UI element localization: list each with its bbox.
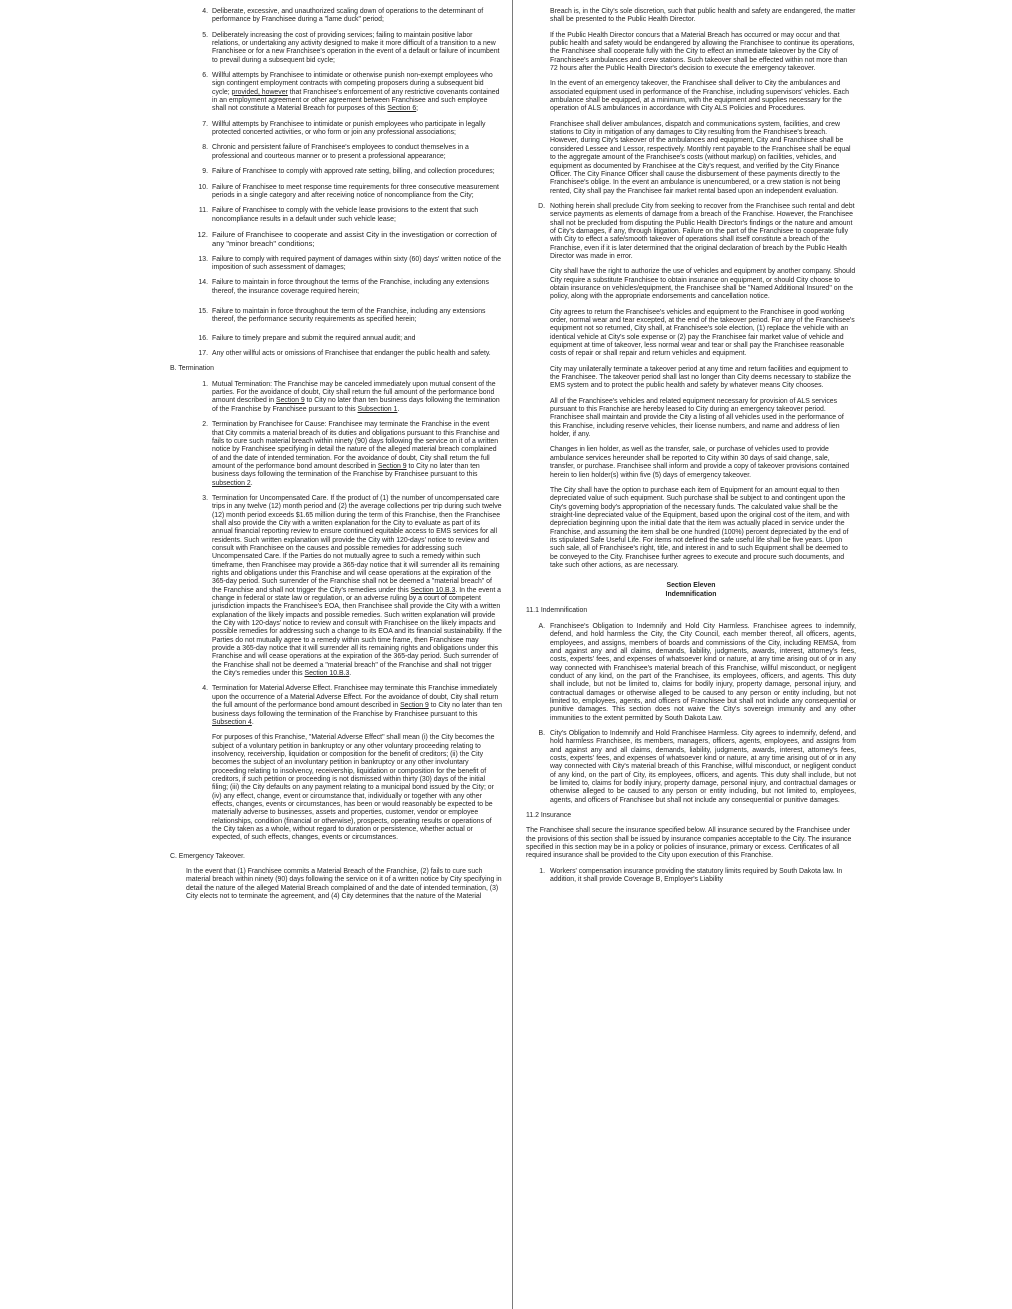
list-item: 4. Termination for Material Adverse Effect. Franchisee may terminate this Franchise immediately upon the occurrence of a Material Adverse Effect. For the avoidance of doubt, City shall return the full amount of the performance bond amount described in Section 9 to City no later than ten business days following the termination of the Franchise by Franchisee pursuant to this Subsection 4. xyxy=(202,685,502,726)
list-item: 6. Willful attempts by Franchisee to intimidate or otherwise punish non-exempt employees who sign contingent employment contracts with competing proposers during a subsequent bid cycle; provided, however that Franchisee's enforcement of any restrictive covenants contained in an employment agreement or other agreement between Franchisee and such employee shall not constitute a Material Breach for purposes of this Section 6; xyxy=(202,72,500,113)
cross-reference-link: Section 10.B.3 xyxy=(304,670,350,678)
right-column xyxy=(526,8,856,891)
paragraph: In the event of an emergency takeover, the Franchisee shall deliver to City the ambulances and associated equipment used in performance of the Franchise, including supervisors' vehicles. Each ambulance shall be equipped, at a minimum, with the equipment and supplies necessary for the operation of ALS ambulances in accordance with City ALS Policies and Procedures. xyxy=(550,80,849,113)
paragraph: All of the Franchisee's vehicles and related equipment necessary for provision of ALS services pursuant to this Franchise are hereby leased to City during an emergency takeover period. Franchisee shall maintain and provide the City a listing of all vehicles used in the performance of this Franchise, including reserve vehicles, their license numbers, and name and address of lien holder, if any. xyxy=(550,397,844,439)
section-title xyxy=(526,582,856,599)
list-item: 1. Workers' compensation insurance providing the statutory limits required by South Dakota law. In addition, it shall provide Coverage B, Employer's Liability xyxy=(539,867,843,884)
list-item: 8. Chronic and persistent failure of Franchisee's employees to conduct themselves in a professional and courteous manner or to present a professional appearance; xyxy=(202,144,469,160)
cross-reference-link: Section 6 xyxy=(387,105,417,113)
list-item: 5. Deliberately increasing the cost of providing services; failing to maintain positive labor relations, or undertaking any activity designed to make it more difficult of a transition to a new Franchisee or for a new Franchisee's operation in the event of a default or failure of incumbent to prevail during a subsequent bid cycle; xyxy=(202,31,500,64)
list-item: 2. Termination by Franchisee for Cause: Franchisee may terminate the Franchise in the event that City commits a material breach of its duties and obligations pursuant to this Franchise and fails to cure such material breach within ninety (90) days following the service on it of a written notice by Franchisee specifying in detail the nature of the alleged material breach complained of and the date of intended termination. For the avoidance of doubt, City shall return the full amount of the performance bond amount described in Section 9 to City no later than ten business days following the termination of the Franchise by Franchisee pursuant to this subsection 2. xyxy=(202,421,500,487)
column-divider xyxy=(512,0,513,1309)
list-item: 11. Failure of Franchisee to comply with the vehicle lease provisions to the extent that such noncompliance results in a default under such vehicle lease; xyxy=(198,207,479,223)
paragraph: City may unilaterally terminate a takeover period at any time and return facilities and equipment to the Franchisee. The takeover period shall last no longer than City deems necessary to stabilize the EMS system and to protect the public health and safety by whatever means City chooses. xyxy=(550,365,851,390)
section-heading: B. Termination xyxy=(170,365,214,373)
cross-reference-link: Subsection 4 xyxy=(212,718,252,726)
list-item: 3. Termination for Uncompensated Care. If the product of (1) the number of uncompensated care trips in any twelve (12) month period and (2) the average collections per trip during such twelve (12) month period exceeds $1.65 million during the term of this Franchise, then the Franchisee shall also provide the City with a written explanation for the City to evaluate as part of its annual financial reporting review to ensure continued equitable access to EMS services for all residents. Such written explanation will provide the City with 120-days' notice to review and consult with Franchisee on the causes and possible remedies for addressing such Uncompensated Care. If the Parties do not mutually agree to such a remedy within such timeframe, then Franchisee may provide a 365-day notice that it will surrender all its remaining rights and obligations under this Franchise and will cease operations at the expiration of the 365-day period. Such surrender of the Franchise shall not be deemed a "material breach" of the Franchise and shall not trigger the City's remedies under this Section 10.B.3. In the event a change in federal or state law or regulation, or an adverse ruling by a court of competent jurisdiction impacts the Franchisee's EOA, then Franchisee shall provide the City with a written explanation of the likely impacts and possible remedies. Such written explanation will provide the City with 120-days' notice to review and consult with Franchisee on the likely impacts and possible remedies for addressing such a change to its EOA and its financial sustainability. If the Parties do not mutually agree to a remedy within such time frame, then Franchisee may provide a 365-day notice that it will surrender all its remaining rights and obligations under this Franchise and will cease operations at the expiration of the 365-day period. Such surrender of the Franchise shall not be deemed a "material breach" of the Franchise and shall not trigger the City's remedies under this Section 10.B.3. xyxy=(202,494,502,678)
list-item: 12. Failure of Franchisee to cooperate and assist City in the investigation or correction of any "minor breach" conditions; xyxy=(197,229,497,248)
paragraph: Changes in lien holder, as well as the transfer, sale, or purchase of vehicles used to provide ambulance services hereunder shall be reported to City within 30 days of said change, sale, transfer, or purchase. Franchisee shall inform and provide a copy of takeover provisions contained herein to lien holder(s) within five (5) days of emergency takeover. xyxy=(550,446,850,479)
cross-reference-link: provided, however xyxy=(231,88,288,96)
subsection-heading: 11.2 Insurance xyxy=(526,812,572,820)
cross-reference-link: Subsection 1 xyxy=(357,405,398,413)
list-item: 14. Failure to maintain in force throughout the terms of the Franchise, including any extensions thereof, the insurance coverage required herein; xyxy=(198,279,489,295)
list-item: 13. Failure to comply with required payment of damages within sixty (60) days' written notice of the imposition of such assessment of damages; xyxy=(198,255,501,272)
list-item: A. Franchisee's Obligation to Indemnify and Hold City Harmless. Franchisee agrees to indemnify, defend, and hold harmless the City, the City Council, each member thereof, all officers, agents, employees, and assigns, members of boards and commissions of the City, including REMSA, from and against any and all claims, demands, liability, judgments, awards, interest, attorney's fees, costs, experts' fees, and expenses of whatsoever kind or nature, at any time arising out of or in any way connected with Franchisee's material breach of this Franchise, willful misconduct, or negligent conduct of any kind, on the part of the Franchisee, its employees, officers, and agents. This duty shall include, but not be limited to, claims for bodily injury, property damage, personal injury, and contractual damages or otherwise alleged to be caused to any person or entity including, but not limited to, employees, agents, and officers of Franchisee but shall not include any consequential or punitive damages. This section does not waive the City's sovereign immunity and any other immunities to the extent permitted by South Dakota Law. xyxy=(538,622,856,722)
section-name: Indemnification xyxy=(665,590,717,598)
list-item: B. City's Obligation to Indemnify and Hold Franchisee Harmless. City agrees to indemnify, defend, and hold harmless Franchisee, its members, managers, officers, agents, employees, and assigns from and against any and all claims, demands, liability, judgments, awards, interest, attorney's fees, costs, experts' fees, and expenses of whatsoever kind or nature, at any time arising out of or in any way connected with City's material breach of this Franchise, willful misconduct, or negligent conduct of any kind, on the part of City, its employees, officers, and agents. This duty shall include, but not be limited to, claims for bodily injury, property damage, personal injury, and contractual damages or otherwise alleged to be caused to any person or entity including, but not limited to, employees, agents, and officers of Franchisee but shall not include any consequential or punitive damages. xyxy=(538,729,856,804)
cross-reference-link: Section 9 xyxy=(377,462,407,470)
cross-reference-link: Section 10.B.3 xyxy=(410,586,456,594)
list-item: 16. Failure to timely prepare and submit the required annual audit; and xyxy=(198,334,416,342)
left-column xyxy=(170,8,502,908)
cross-reference-link: Section 9 xyxy=(400,702,429,710)
paragraph: Breach is, in the City's sole discretion, such that public health and safety are endangered, the matter shall be presented to the Public Health Director. xyxy=(550,8,856,24)
list-item: 7. Willful attempts by Franchisee to intimidate or punish employees who participate in legally protected concerted activities, or who form or join any professional associations; xyxy=(202,120,486,137)
paragraph: In the event that (1) Franchisee commits a Material Breach of the Franchise, (2) fails to cure such material breach within ninety (90) days following the service on it of a written notice by City specifying in detail the nature of the alleged Material Breach complained of and the date of intended termination, (3) City elects not to terminate the agreement, and (4) City determines that the nature of the Material xyxy=(186,868,502,901)
list-item: D. Nothing herein shall preclude City from seeking to recover from the Franchisee such rental and debt service payments as elements of damage from a breach of the Franchise. However, the Franchisee shall not be precluded from disputing the Public Health Director's findings or the nature and amount of City's damages, if any, through litigation. Failure on the part of the Franchisee to cooperate fully with City to effect a safe/smooth takeover of operations shall itself constitute a breach of the Franchise, even if it is later determined that the original declaration of breach by the Public Health Director was made in error. xyxy=(538,202,855,260)
subsection-heading: 11.1 Indemnification xyxy=(526,607,588,615)
list-item: 17. Any other willful acts or omissions of Franchisee that endanger the public health and safety. xyxy=(198,350,491,358)
list-item: 15. Failure to maintain in force throughout the term of the Franchise, including any extensions thereof, the performance security requirements as specified herein; xyxy=(198,308,486,324)
section-number: Section Eleven xyxy=(666,582,716,590)
cross-reference-link: subsection 2 xyxy=(212,479,251,487)
paragraph: If the Public Health Director concurs that a Material Breach has occurred or may occur and that public health and safety would be endangered by allowing the Franchisee to continue its operations, the Franchisee shall cooperate fully with the City to effect an immediate takeover by the City of Franchisee's ambulances and crew stations. Such takeover shall be effected within not more than 72 hours after the Public Health Director's decision to execute the emergency takeover. xyxy=(550,31,855,73)
list-item: 4. Deliberate, excessive, and unauthorized scaling down of operations to the determinant of performance by Franchisee during a "lame duck" period; xyxy=(202,8,484,24)
paragraph: Franchisee shall deliver ambulances, dispatch and communications system, facilities, and crew stations to City in mitigation of any damages to City resulting from the Franchisee's breach. However, during City's takeover of the ambulances and equipment, City and Franchisee shall be considered Lessee and Lessor, respectively. Monthly rent payable to the Franchisee shall be equal to the aggregate amount of the Franchisee's costs (without markup) on facilities, vehicles, and equipment as documented by Franchisee at the City's request, and verified by the City Finance Officer. The City Finance Officer shall cause the disbursement of these payments directly to the Franchisee's oblige. In the event an ambulance is unencumbered, or a crew station is not being rented, City shall pay the Franchisee fair market rental based upon an independent evaluation. xyxy=(550,120,851,195)
paragraph: The Franchisee shall secure the insurance specified below. All insurance secured by the Franchisee under the provisions of this section shall be issued by insurance companies acceptable to the City. The insurance specified in this section may be in a policy or policies of insurance, primary or excess. Certificates of all required insurance shall be provided to the City upon execution of this Franchise. xyxy=(526,827,852,860)
paragraph: For purposes of this Franchise, "Material Adverse Effect" shall mean (i) the City becomes the subject of a voluntary petition in bankruptcy or any other voluntary proceeding relating to insolvency, receivership, liquidation or composition for the benefit of creditors; (ii) the City becomes the subject of an involuntary petition in bankruptcy or any other involuntary proceeding relating to insolvency, receivership, liquidation or composition for the benefit of creditors, if such petition or proceeding is not dismissed within thirty (30) days of the initial filing; (iii) the City defaults on any payment relating to a municipal bond issued by the City; or (iv) any effect, change, event or circumstance that, individually or together with any other effects, changes, events or circumstances, has been or would reasonably be expected to be materially adverse to businesses, assets and properties, customer, vendor or employee relationships, condition (financial or otherwise), prospects, operating results or operations of the City taken as a whole, without regard to duration or persistence, whether actual or expected, of such effects, changes, events or circumstances. xyxy=(212,734,495,842)
paragraph: The City shall have the option to purchase each item of Equipment for an amount equal to then depreciated value of such equipment. Such purchase shall be subject to and contingent upon the City's governing body's appropriation of the necessary funds. The calculated value shall be the straight-line depreciated value of the Equipment, based upon the original cost of the item, and with depreciation beginning upon the initial date that the item was actually placed in service under the Franchise, and assuming the item shall be one hundred (100%) percent depreciated by the end of its stipulated Safe Useful Life. For items not defined the safe useful life shall be five years. Upon such sale, all of Franchisee's right, title, and interest in and to such Equipment shall be deemed to be conveyed to the City. Franchisee further agrees to execute and procure such documents, and take such other actions, as are necessary. xyxy=(550,486,850,569)
paragraph: City agrees to return the Franchisee's vehicles and equipment to the Franchisee in good working order, normal wear and tear excepted, at the end of the takeover period. For any of the Franchisee's equipment not so returned, City shall, at Franchisee's sole election, (1) replace the vehicle with an identical vehicle at City's sole expense or (2) pay the Franchisee fair market value of vehicle and equipment at time of takeover, less normal wear and tear or shall pay the Franchisee reasonable costs of repair or shall repair and return vehicles and equipment. xyxy=(550,308,855,358)
list-item: 1. Mutual Termination: The Franchise may be canceled immediately upon mutual consent of the parties. For the avoidance of doubt, City shall return the full amount of the performance bond amount described in Section 9 to City no later than ten business days following the termination of the Franchise by Franchisee pursuant to this Subsection 1. xyxy=(202,380,500,413)
paragraph: City shall have the right to authorize the use of vehicles and equipment by another company. Should City require a substitute Franchisee to obtain insurance on equipment, or should City choose to obtain insurance on vehicles/equipment, the Franchisee shall be "Named Additional Insured" on the policy, along with the appropriate endorsements and cancellation notice. xyxy=(550,268,856,301)
list-item: 10. Failure of Franchisee to meet response time requirements for three consecutive measurement periods in a single category and after receiving notice of noncompliance from the City; xyxy=(198,183,499,199)
cross-reference-link: Section 9 xyxy=(275,397,305,405)
list-item: 9. Failure of Franchisee to comply with approved rate setting, billing, and collection procedures; xyxy=(202,168,495,176)
section-heading: C. Emergency Takeover. xyxy=(170,852,245,860)
